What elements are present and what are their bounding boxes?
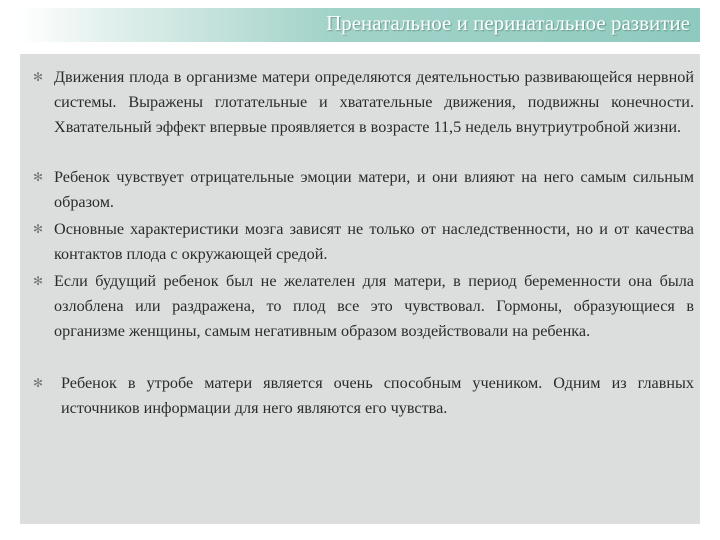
title-band bbox=[20, 8, 700, 42]
list-item bbox=[33, 217, 694, 267]
list-item-text: Движения плода в организме матери определяются деятельностью развивающейся нервной системы. Выражены глотательные и хватательные движения, подвижны конечности. Хватательный эффект впервые проявляется в возрасте 11,5 недель внутриутробной жизни. bbox=[54, 68, 694, 136]
list-item-text: Основные характеристики мозга зависят не только от наследственности, но и от качества контактов плода с окружающей средой. bbox=[54, 220, 694, 263]
asterisk-bullet-icon: ✻ bbox=[33, 376, 44, 390]
asterisk-bullet-icon: ✻ bbox=[33, 70, 44, 84]
list-item bbox=[33, 65, 694, 140]
list-item-text: Ребенок в утробе матери является очень способным учеником. Одним из главных источников информации для него являются его чувства. bbox=[61, 374, 694, 417]
asterisk-bullet-icon: ✻ bbox=[33, 170, 44, 184]
list-item-text: Ребенок чувствует отрицательные эмоции матери, и они влияют на него самым сильным образом. bbox=[54, 168, 694, 211]
slide-title: Пренатальное и перинатальное развитие bbox=[326, 11, 690, 35]
list-item bbox=[33, 371, 694, 421]
asterisk-bullet-icon: ✻ bbox=[33, 274, 44, 288]
list-item bbox=[33, 269, 694, 344]
asterisk-bullet-icon: ✻ bbox=[33, 222, 44, 236]
list-item bbox=[33, 165, 694, 215]
list-item-text: Если будущий ребенок был не желателен для матери, в период беременности она была озлоблена или раздражена, то плод все это чувствовал. Гормоны, образующиеся в организме женщины, самым негативным образом воздействовали на ребенка. bbox=[54, 272, 694, 340]
